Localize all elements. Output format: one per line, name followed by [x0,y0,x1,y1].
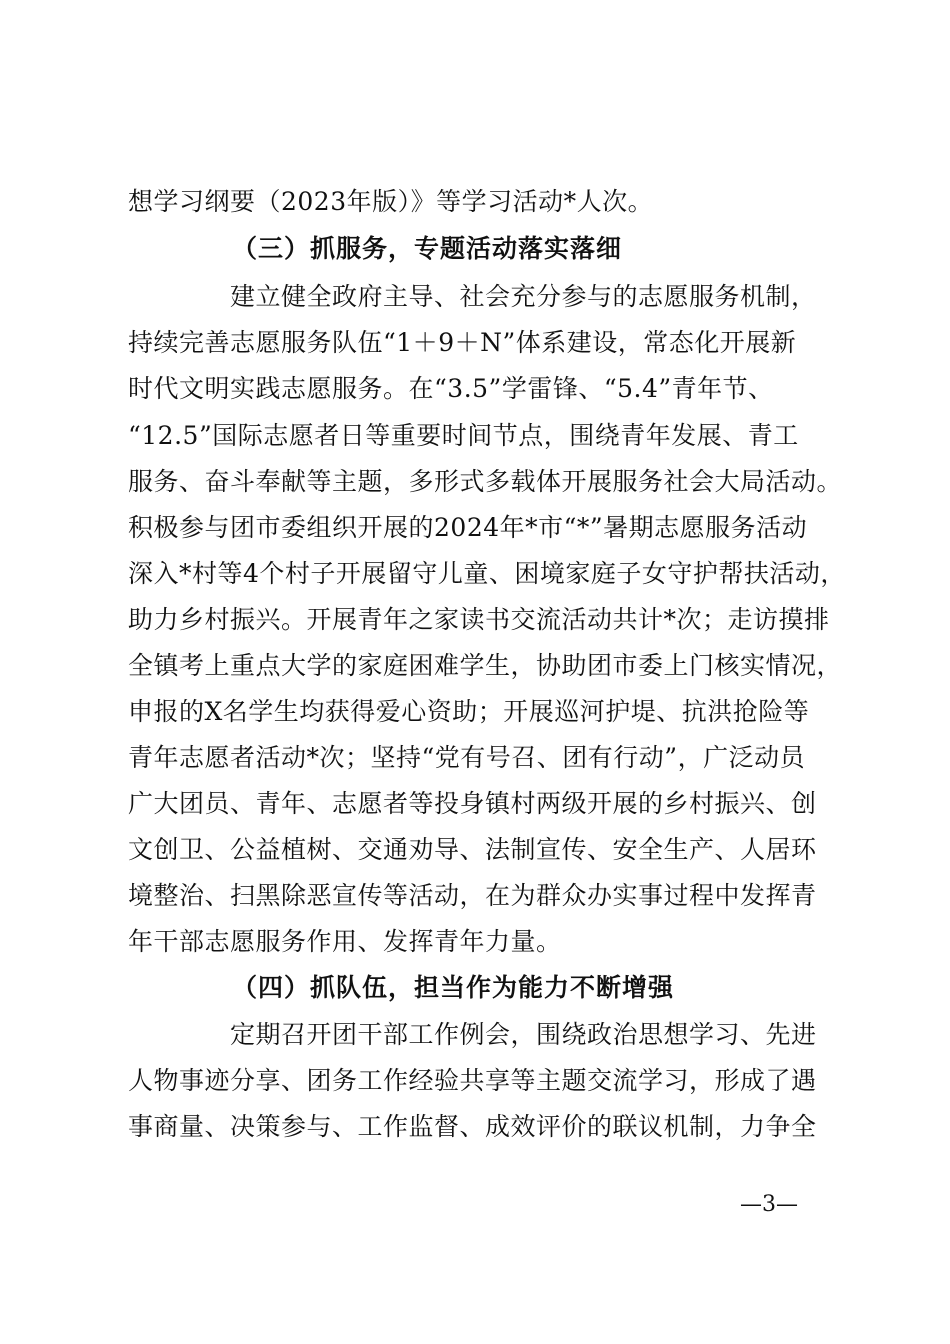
text-line: 想学习纲要（2023年版）》等学习活动*人次。 [128,187,654,216]
text-line: 时代文明实践志愿服务。在“3.5”学雷锋、“5.4”青年节、 [128,374,774,403]
text-line: 人物事迹分享、团务工作经验共享等主题交流学习，形成了遇 [128,1066,817,1095]
text-line: 服务、奋斗奉献等主题，多形式多载体开展服务社会大局活动。 [128,467,843,496]
text-line: 全镇考上重点大学的家庭困难学生，协助团市委上门核实情况， [128,651,843,680]
paragraph-first-line: 建立健全政府主导、社会充分参与的志愿服务机制， [230,282,817,311]
paragraph-first-line: 定期召开团干部工作例会，围绕政治思想学习、先进 [230,1020,817,1049]
text-line: 广大团员、青年、志愿者等投身镇村两级开展的乡村振兴、创 [128,789,817,818]
page-number: —3— [740,1192,798,1217]
text-line: 申报的X名学生均获得爱心资助；开展巡河护堤、抗洪抢险等 [128,697,810,726]
text-line: 青年志愿者活动*次；坚持“党有号召、团有行动”，广泛动员 [128,743,806,772]
text-line: “12.5”国际志愿者日等重要时间节点，围绕青年发展、青工 [128,421,799,450]
text-line: 文创卫、公益植树、交通劝导、法制宣传、安全生产、人居环 [128,835,817,864]
text-line: 深入*村等4个村子开展留守儿童、困境家庭子女守护帮扶活动， [128,559,846,588]
text-line: 境整治、扫黑除恶宣传等活动，在为群众办实事过程中发挥青 [128,881,817,910]
text-line: 助力乡村振兴。开展青年之家读书交流活动共计*次；走访摸排 [128,605,830,634]
section-heading-4: （四）抓队伍，担当作为能力不断增强 [232,973,675,1002]
text-line: 持续完善志愿服务队伍“1＋9＋N”体系建设，常态化开展新 [128,328,797,357]
text-line: 年干部志愿服务作用、发挥青年力量。 [128,927,562,956]
text-line: 积极参与团市委组织开展的2024年*市“*”暑期志愿服务活动 [128,513,808,542]
text-line: 事商量、决策参与、工作监督、成效评价的联议机制，力争全 [128,1112,817,1141]
section-heading-3: （三）抓服务，专题活动落实落细 [232,234,623,263]
